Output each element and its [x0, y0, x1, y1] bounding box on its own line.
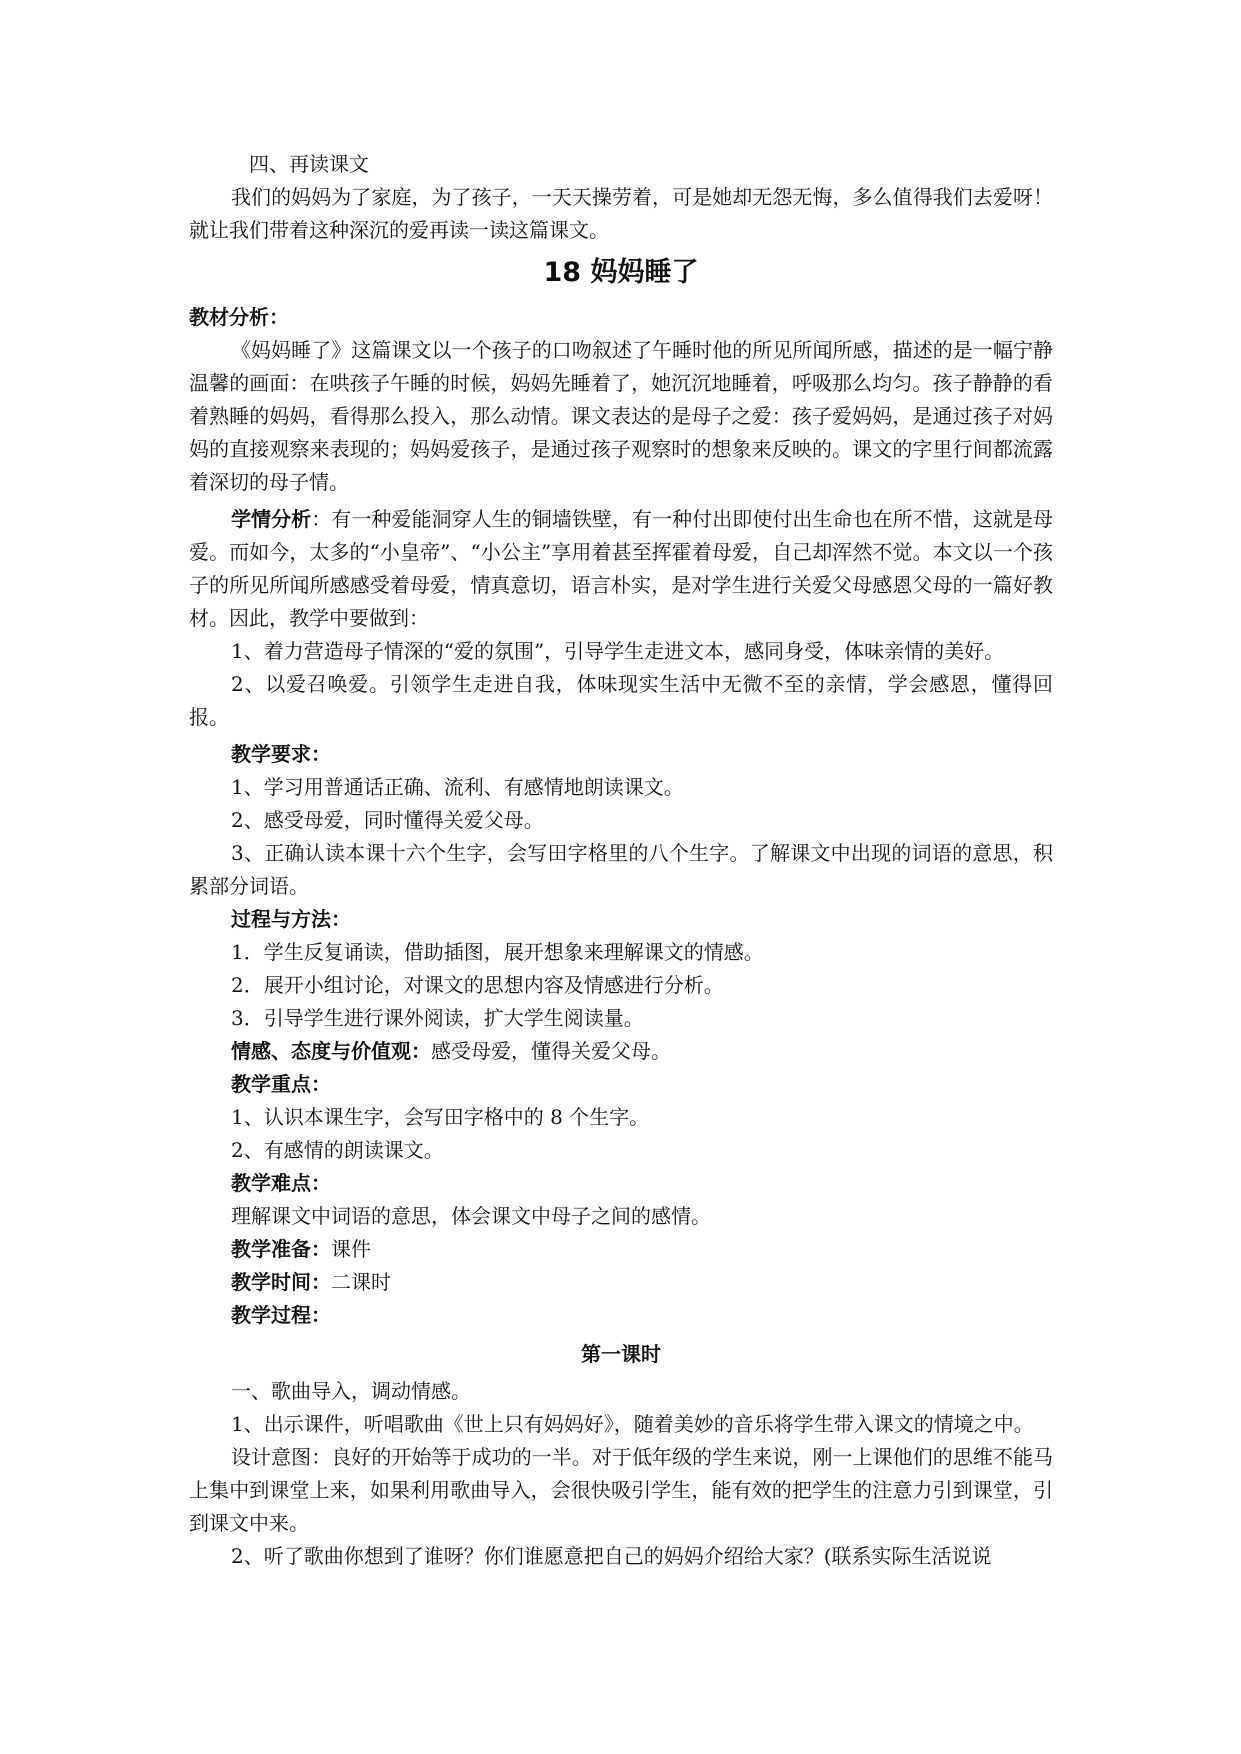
first-lesson-heading: 第一课时 — [581, 1342, 661, 1366]
student-item-2: 2、以爱召唤爱。引领学生走进自我，体味现实生活中无微不至的亲情，学会感恩，懂得回报。 — [189, 672, 1053, 729]
time-line — [189, 1266, 1053, 1299]
requirement-item-3: 3、正确认读本课十六个生字，会写田字格里的八个生字。了解课文中出现的词语的意思，积累部分词语。 — [189, 841, 1053, 898]
key-point-item-2: 2、有感情的朗读课文。 — [231, 1138, 444, 1162]
student-analysis-paragraph — [189, 503, 1053, 635]
design-intent-paragraph: 设计意图：良好的开始等于成功的一半。对于低年级的学生来说，刚一上课他们的思维不能马上集中到课堂上来，如果利用歌曲导入，会很快吸引学生，能有效的把学生的注意力引到课堂，引到课文中来。 — [189, 1445, 1053, 1535]
key-points-label: 教学重点： — [231, 1072, 331, 1096]
key-point-item-1: 1、认识本课生字，会写田字格中的 8 个生字。 — [231, 1105, 650, 1129]
time-label: 教学时间： — [231, 1270, 331, 1294]
values-line — [189, 1035, 1053, 1068]
values-text: 感受母爱，懂得关爱父母。 — [431, 1039, 671, 1063]
requirement-item-1: 1、学习用普通话正确、流利、有感情地朗读课文。 — [231, 775, 684, 799]
preparation-label: 教学准备： — [231, 1237, 331, 1261]
time-text: 二课时 — [331, 1270, 391, 1294]
reread-paragraph: 我们的妈妈为了家庭，为了孩子，一天天操劳着，可是她却无怨无悔，多么值得我们去爱呀！就让我们带着这种深沉的爱再读一读这篇课文。 — [189, 185, 1053, 242]
first-lesson-item-2: 2、听了歌曲你想到了谁呀？你们谁愿意把自己的妈妈介绍给大家？(联系实际生活说说 — [231, 1544, 992, 1568]
process-method-item-2: 2．展开小组讨论，对课文的思想内容及情感进行分析。 — [231, 973, 724, 997]
process-method-item-1: 1．学生反复诵读，借助插图，展开想象来理解课文的情感。 — [231, 940, 764, 964]
document-body — [189, 148, 1053, 1573]
student-analysis-colon: ： — [311, 507, 332, 531]
process-label: 教学过程： — [231, 1303, 331, 1327]
analysis-paragraph: 《妈妈睡了》这篇课文以一个孩子的口吻叙述了午睡时他的所见所闻所感，描述的是一幅宁静温馨的画面：在哄孩子午睡的时候，妈妈先睡着了，她沉沉地睡着，呼吸那么均匀。孩子静静的看着熟睡的妈妈，看得那么投入，那么动情。课文表达的是母子之爱：孩子爱妈妈，是通过孩子对妈妈的直接观察来表现的；妈妈爱孩子，是通过孩子观察时的想象来反映的。课文的字里行间都流露着深切的母子情。 — [189, 338, 1053, 494]
preparation-line — [189, 1233, 1053, 1266]
student-analysis-label: 学情分析 — [231, 507, 312, 531]
analysis-label: 教材分析： — [189, 305, 289, 329]
requirements-label: 教学要求： — [231, 742, 331, 766]
first-lesson-item-1: 1、出示课件，听唱歌曲《世上只有妈妈好》，随着美妙的音乐将学生带入课文的情境之中。 — [231, 1412, 1034, 1436]
process-method-label: 过程与方法： — [231, 907, 351, 931]
values-label: 情感、态度与价值观： — [231, 1039, 431, 1063]
requirement-item-2: 2、感受母爱，同时懂得关爱父母。 — [231, 808, 544, 832]
student-analysis-text: 有一种爱能洞穿人生的铜墙铁壁，有一种付出即使付出生命也在所不惜，这就是母爱。而如今，太多的“小皇帝”、“小公主”享用着甚至挥霍着母爱，自己却浑然不觉。本文以一个孩子的所见所闻所感感受着母爱，情真意切，语言朴实，是对学生进行关爱父母感恩父母的一篇好教材。因此，教学中要做到： — [189, 507, 1054, 630]
difficulties-label: 教学难点： — [231, 1171, 331, 1195]
student-item-1: 1、着力营造母子情深的“爱的氛围”，引导学生走进文本，感同身受，体味亲情的美好。 — [231, 639, 1005, 663]
preparation-text: 课件 — [331, 1237, 371, 1261]
difficulties-text: 理解课文中词语的意思，体会课文中母子之间的感情。 — [231, 1204, 711, 1228]
process-method-item-3: 3．引导学生进行课外阅读，扩大学生阅读量。 — [231, 1006, 644, 1030]
section-heading-reread: 四、再读课文 — [249, 152, 369, 176]
lesson-title: 18 妈妈睡了 — [543, 257, 699, 288]
first-lesson-step-1: 一、歌曲导入，调动情感。 — [231, 1379, 471, 1403]
